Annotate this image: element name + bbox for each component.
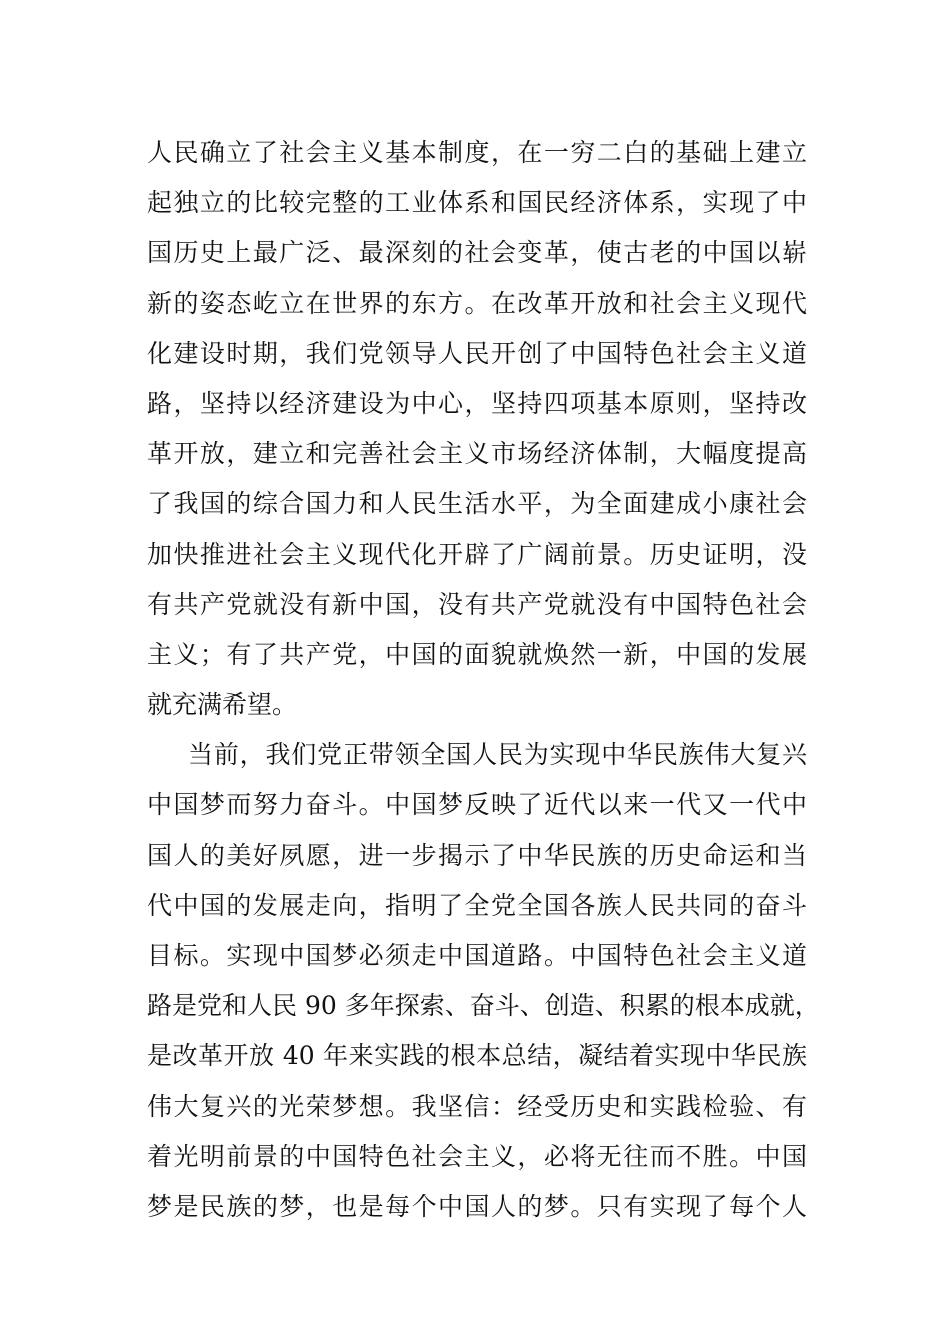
paragraph-line: 起独立的比较完整的工业体系和国民经济体系，实现了中: [147, 188, 807, 218]
paragraph-line: 了我国的综合国力和人民生活水平，为全面建成小康社会: [147, 489, 807, 519]
paragraph-line: 主义；有了共产党，中国的面貌就焕然一新，中国的发展: [147, 639, 807, 669]
paragraph-line: 加快推进社会主义现代化开辟了广阔前景。历史证明，没: [147, 539, 807, 569]
paragraph-line: 当前，我们党正带领全国人民为实现中华民族伟大复兴: [188, 740, 807, 770]
paragraph-line: 着光明前景的中国特色社会主义，必将无往而不胜。中国: [147, 1141, 807, 1171]
paragraph-line: 国历史上最广泛、最深刻的社会变革，使古老的中国以崭: [147, 238, 807, 268]
document-body: [147, 128, 820, 1232]
paragraph-line: 代中国的发展走向，指明了全党全国各族人民共同的奋斗: [147, 890, 807, 920]
paragraph-2: [147, 730, 820, 1232]
paragraph-line: 就充满希望。: [147, 690, 298, 720]
paragraph-line: 伟大复兴的光荣梦想。我坚信：经受历史和实践检验、有: [147, 1091, 807, 1121]
paragraph-line: 有共产党就没有新中国，没有共产党就没有中国特色社会: [147, 589, 807, 619]
paragraph-line: 路，坚持以经济建设为中心，坚持四项基本原则，坚持改: [147, 388, 807, 418]
paragraph-line: 路是党和人民 90 多年探索、奋斗、创造、积累的根本成就，: [147, 991, 820, 1021]
paragraph-line: 化建设时期，我们党领导人民开创了中国特色社会主义道: [147, 338, 807, 368]
paragraph-line: 革开放，建立和完善社会主义市场经济体制，大幅度提高: [147, 439, 807, 469]
paragraph-line: 梦是民族的梦，也是每个中国人的梦。只有实现了每个人: [147, 1191, 807, 1221]
paragraph-line: 人民确立了社会主义基本制度，在一穷二白的基础上建立: [147, 138, 807, 167]
paragraph-line: 国人的美好夙愿，进一步揭示了中华民族的历史命运和当: [147, 840, 807, 870]
paragraph-line: 中国梦而努力奋斗。中国梦反映了近代以来一代又一代中: [147, 790, 807, 820]
paragraph-line: 是改革开放 40 年来实践的根本总结，凝结着实现中华民族: [147, 1041, 807, 1071]
paragraph-line: 目标。实现中国梦必须走中国道路。中国特色社会主义道: [147, 941, 807, 970]
paragraph-line: 新的姿态屹立在世界的东方。在改革开放和社会主义现代: [147, 288, 807, 318]
paragraph-1: [147, 128, 807, 730]
